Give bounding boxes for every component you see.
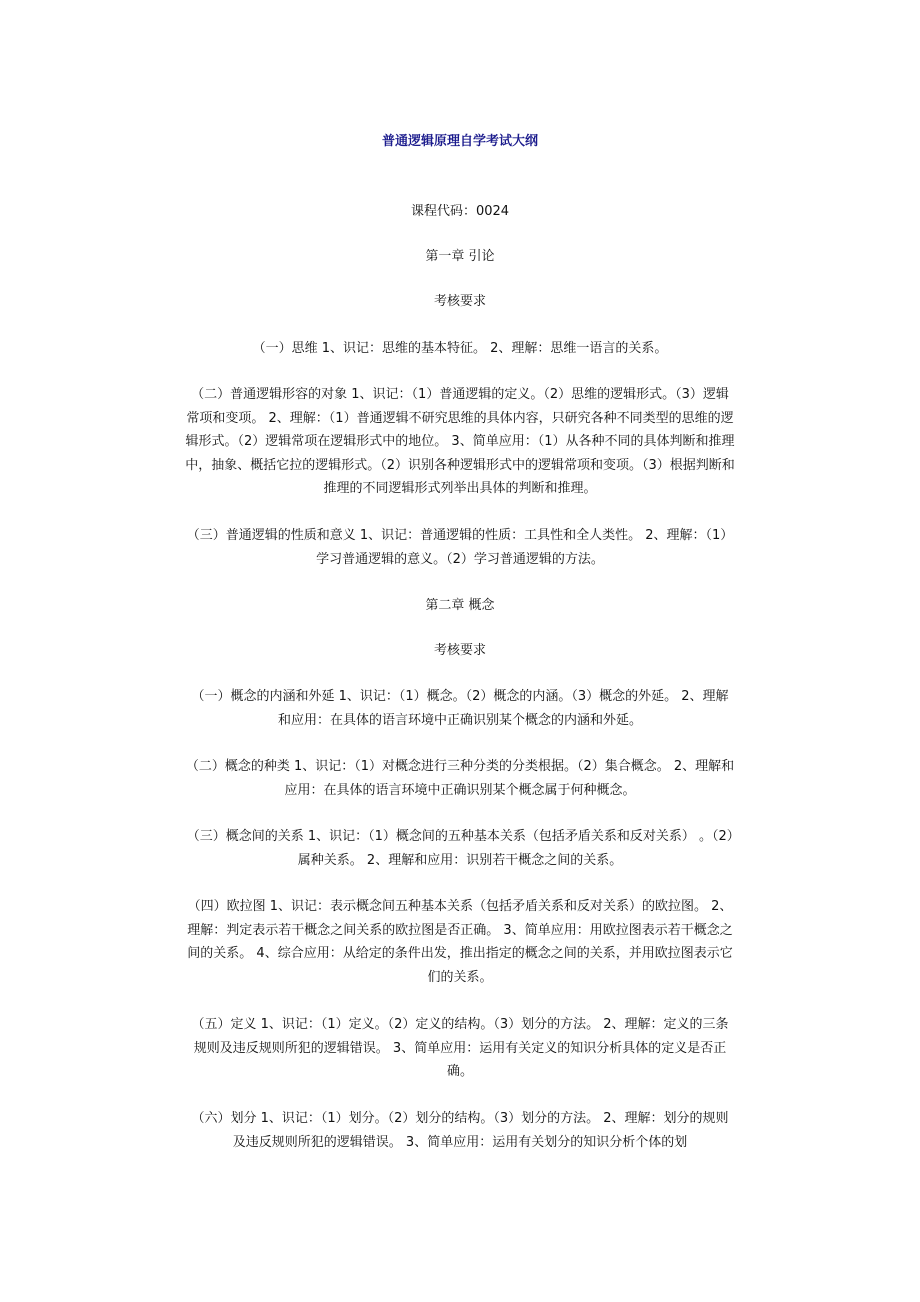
chapter-2-section-6: （六）划分 1、识记：（1）划分。（2）划分的结构。（3）划分的方法。 2、理解：划分的规则及违反规则所犯的逻辑错误。 3、简单应用：运用有关划分的知识分析个体的划	[191, 1111, 729, 1150]
chapter-2-section-1: （一）概念的内涵和外延 1、识记：（1）概念。（2）概念的内涵。（3）概念的外延。 2、理解和应用：在具体的语言环境中正确识别某个概念的内涵和外延。	[191, 689, 729, 728]
chapter-1-section-3: （三）普通逻辑的性质和意义 1、识记：普通逻辑的性质：工具性和全人类性。 2、理解：（1）学习普通逻辑的意义。（2）学习普通逻辑的方法。	[186, 528, 734, 567]
chapter-1-section-2: （二）普通逻辑形容的对象 1、识记：（1）普通逻辑的定义。（2）思维的逻辑形式。（3）逻辑常项和变项。 2、理解：（1）普通逻辑不研究思维的具体内容，只研究各种不同类型的思维的逻辑形式。（2）逻辑常项在逻辑形式中的地位。 3、简单应用：（1）从各种不同的具体判断和推理中，抽象、概括它拉的逻辑形式。（2）识别各种逻辑形式中的逻辑常项和变项。（3）根据判断和推理的不同逻辑形式列举出具体的判断和推理。	[185, 387, 735, 496]
chapter-1-heading: 第一章 引论	[425, 249, 495, 264]
chapter-2-section-4: （四）欧拉图 1、识记：表示概念间五种基本关系（包括矛盾关系和反对关系）的欧拉图。 2、理解：判定表示若干概念之间关系的欧拉图是否正确。 3、简单应用：用欧拉图表示若干概念之间的关系。 4、综合应用：从给定的条件出发，推出指定的概念之间的关系，并用欧拉图表示它们的关系。	[187, 899, 733, 985]
chapter-2-section-3: （三）概念间的关系 1、识记：（1）概念间的五种基本关系（包括矛盾关系和反对关系） 。（2）属种关系。 2、理解和应用：识别若干概念之间的关系。	[186, 829, 734, 868]
chapter-2-section-5: （五）定义 1、识记：（1）定义。（2）定义的结构。（3）划分的方法。 2、理解：定义的三条规则及违反规则所犯的逻辑错误。 3、简单应用：运用有关定义的知识分析具体的定义是否正确。	[191, 1017, 729, 1079]
chapter-2-requirement: 考核要求	[433, 643, 486, 658]
chapter-2-section-2: （二）概念的种类 1、识记：（1）对概念进行三种分类的分类根据。（2）集合概念。 2、理解和应用：在具体的语言环境中正确识别某个概念属于何种概念。	[185, 759, 735, 798]
course-code: 课程代码：0024	[410, 204, 510, 219]
chapter-2-heading: 第二章 概念	[425, 598, 495, 613]
chapter-1-section-1: （一）思维 1、识记：思维的基本特征。 2、理解：思维一语言的关系。	[252, 341, 668, 356]
chapter-1-requirement: 考核要求	[433, 294, 486, 309]
document-title: 普通逻辑原理自学考试大纲	[381, 134, 538, 149]
